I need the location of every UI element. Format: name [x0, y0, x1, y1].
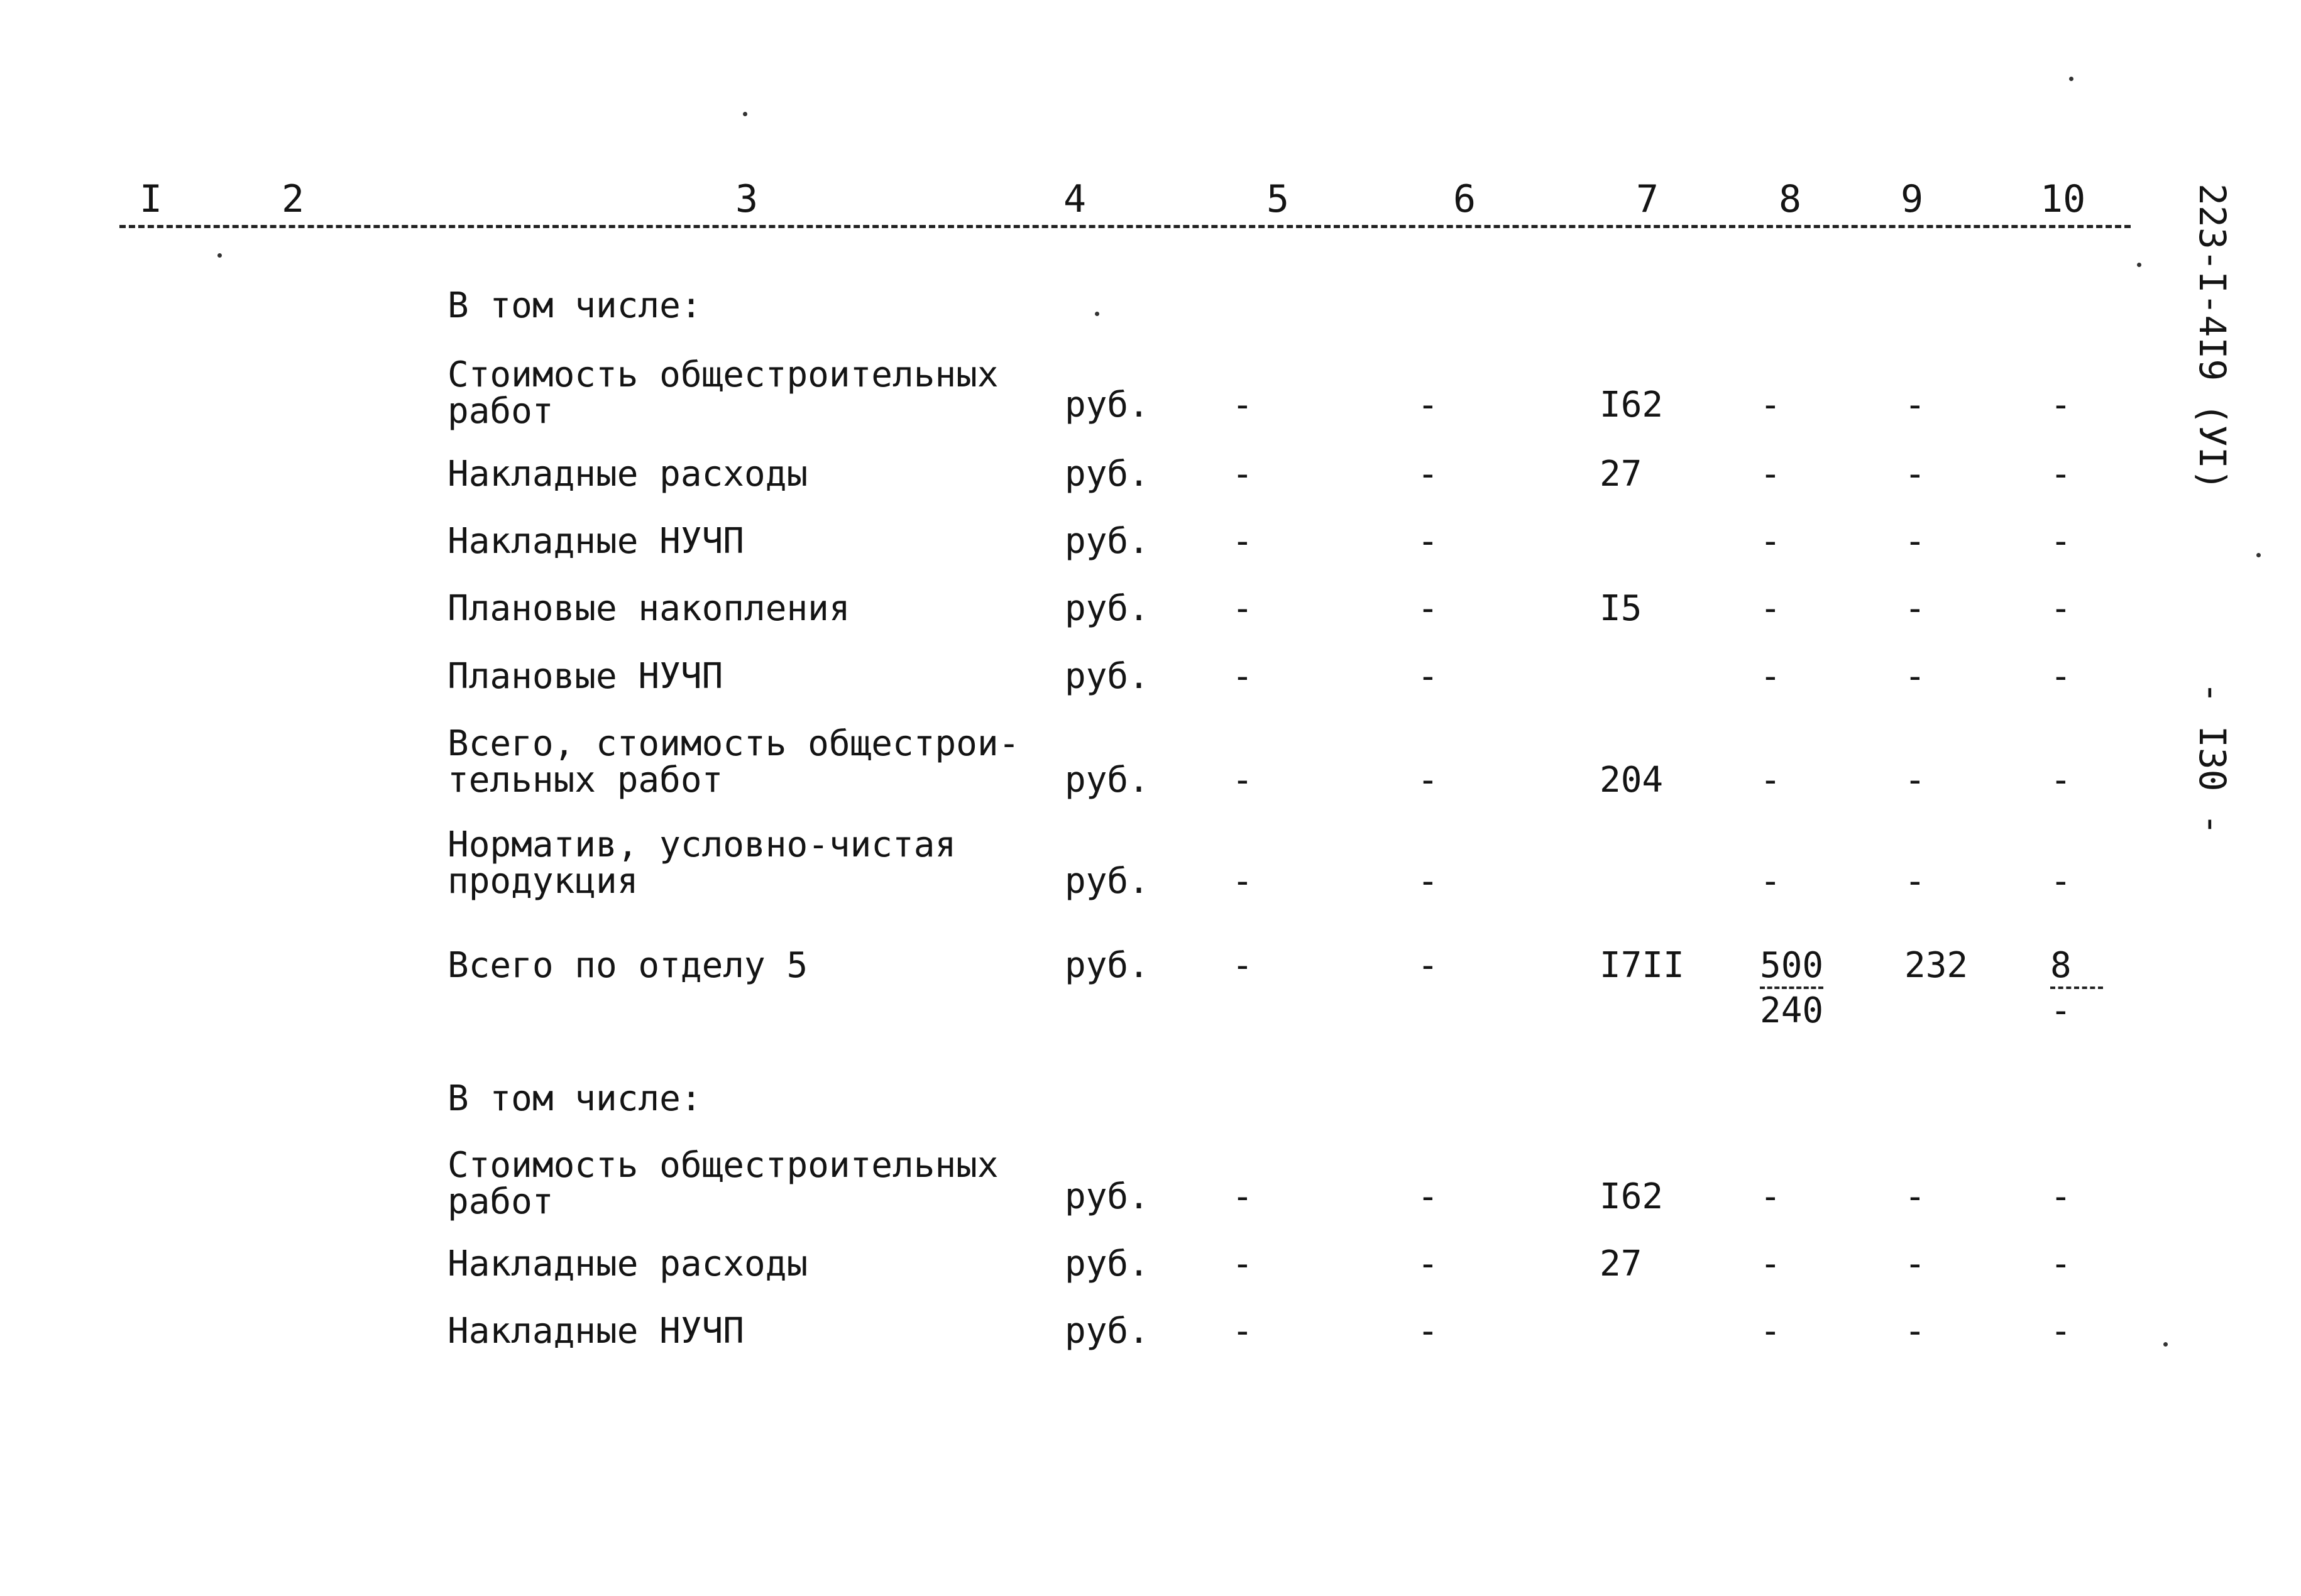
section-heading: В том числе:: [448, 1078, 702, 1119]
row-label-line-2: тельных работ: [448, 760, 723, 801]
row-label-line-2: работ: [448, 1181, 554, 1222]
col8-cell: -: [1760, 588, 1781, 629]
col8-cell: -: [1760, 385, 1781, 425]
col6-cell: -: [1417, 656, 1439, 697]
unit-cell: руб.: [1065, 454, 1150, 495]
col10-cell: -: [2050, 454, 2072, 495]
col8-cell: -: [1760, 521, 1781, 562]
col10-fraction: [2050, 945, 2103, 1031]
col9-cell: 232: [1904, 945, 1969, 986]
col5-cell: -: [1232, 1311, 1253, 1352]
col8-fraction: [1760, 945, 1824, 1031]
col9-cell: -: [1904, 454, 1926, 495]
unit-cell: руб.: [1065, 1176, 1150, 1217]
col9-cell: -: [1904, 385, 1926, 425]
row-label: [448, 824, 957, 902]
row-label-line-2: работ: [448, 391, 554, 432]
column-header-8: 8: [1779, 177, 1802, 221]
col6-cell: -: [1417, 1311, 1439, 1352]
scan-speck: [2137, 263, 2141, 267]
col7-cell: I62: [1600, 385, 1664, 425]
col10-cell: -: [2050, 1176, 2072, 1217]
row-label-line-1: Стоимость общестроительных: [448, 1145, 999, 1186]
col6-cell: -: [1417, 861, 1439, 902]
col9-cell: -: [1904, 861, 1926, 902]
col5-cell: -: [1232, 521, 1253, 562]
unit-cell: руб.: [1065, 945, 1150, 986]
page-number: - I30 -: [2191, 682, 2234, 836]
column-header-9: 9: [1901, 177, 1924, 221]
row-label: [448, 723, 1020, 801]
col5-cell: -: [1232, 1243, 1253, 1284]
col5-cell: -: [1232, 760, 1253, 801]
unit-cell: руб.: [1065, 385, 1150, 425]
column-header-5: 5: [1266, 177, 1290, 221]
col6-cell: -: [1417, 454, 1439, 495]
header-rule: [119, 225, 2131, 228]
scan-speck: [217, 253, 222, 258]
col8-cell: -: [1760, 760, 1781, 801]
scan-speck: [2069, 77, 2073, 81]
col8-cell: -: [1760, 1311, 1781, 1352]
column-header-7: 7: [1636, 177, 1659, 221]
col6-cell: -: [1417, 521, 1439, 562]
total-label: Всего по отделу 5: [448, 945, 808, 986]
unit-cell: руб.: [1065, 521, 1150, 562]
col9-cell: -: [1904, 1176, 1926, 1217]
col8-cell: -: [1760, 656, 1781, 697]
column-header-2: 2: [282, 177, 305, 221]
col5-cell: -: [1232, 1176, 1253, 1217]
col10-cell: -: [2050, 385, 2072, 425]
col6-cell: -: [1417, 760, 1439, 801]
row-label-line-1: Стоимость общестроительных: [448, 354, 999, 395]
col9-cell: -: [1904, 521, 1926, 562]
col10-cell: -: [2050, 521, 2072, 562]
col6-cell: -: [1417, 945, 1439, 986]
scan-speck: [1095, 312, 1099, 316]
column-header-1: I: [140, 177, 163, 221]
column-header-6: 6: [1453, 177, 1476, 221]
col7-cell: I5: [1600, 588, 1642, 629]
row-label-line-2: продукция: [448, 861, 639, 902]
scan-speck: [743, 112, 747, 116]
col9-cell: -: [1904, 588, 1926, 629]
col8-numerator: 500: [1760, 948, 1823, 989]
col9-cell: -: [1904, 1311, 1926, 1352]
scan-speck: [2163, 1342, 2168, 1347]
col6-cell: -: [1417, 1243, 1439, 1284]
row-label: Накладные расходы: [448, 454, 808, 495]
row-label: Накладные НУЧП: [448, 521, 745, 562]
col8-cell: -: [1760, 454, 1781, 495]
unit-cell: руб.: [1065, 1243, 1150, 1284]
col6-cell: -: [1417, 1176, 1439, 1217]
unit-cell: руб.: [1065, 1311, 1150, 1352]
col5-cell: -: [1232, 588, 1253, 629]
col10-numerator: 8: [2050, 948, 2103, 989]
col10-cell: -: [2050, 588, 2072, 629]
document-number: 223-I-4I9 (УI): [2191, 183, 2234, 491]
col10-cell: -: [2050, 1243, 2072, 1284]
section-heading: В том числе:: [448, 285, 702, 326]
unit-cell: руб.: [1065, 760, 1150, 801]
row-label: [448, 354, 999, 432]
column-header-4: 4: [1063, 177, 1087, 221]
row-label-line-1: Норматив, условно-чистая: [448, 824, 957, 865]
col10-cell: -: [2050, 861, 2072, 902]
col9-cell: -: [1904, 1243, 1926, 1284]
col7-cell: 27: [1600, 454, 1642, 495]
col7-cell: I62: [1600, 1176, 1664, 1217]
row-label: Накладные расходы: [448, 1243, 808, 1284]
row-label: Накладные НУЧП: [448, 1311, 745, 1352]
col10-denominator: -: [2050, 990, 2072, 1031]
col8-denominator: 240: [1760, 990, 1824, 1031]
unit-cell: руб.: [1065, 588, 1150, 629]
scan-speck: [2256, 553, 2261, 557]
col9-cell: -: [1904, 656, 1926, 697]
row-label: [448, 1147, 999, 1220]
col9-cell: -: [1904, 760, 1926, 801]
unit-cell: руб.: [1065, 861, 1150, 902]
col7-cell: 204: [1600, 760, 1664, 801]
col7-cell: 27: [1600, 1243, 1642, 1284]
col6-cell: -: [1417, 588, 1439, 629]
col5-cell: -: [1232, 454, 1253, 495]
col8-cell: -: [1760, 861, 1781, 902]
col10-cell: -: [2050, 656, 2072, 697]
column-header-10: 10: [2040, 177, 2086, 221]
col8-cell: -: [1760, 1176, 1781, 1217]
col6-cell: -: [1417, 385, 1439, 425]
column-header-3: 3: [735, 177, 759, 221]
row-label-line-1: Всего, стоимость общестрои-: [448, 723, 1020, 764]
col5-cell: -: [1232, 385, 1253, 425]
col5-cell: -: [1232, 945, 1253, 986]
col8-cell: -: [1760, 1243, 1781, 1284]
col5-cell: -: [1232, 656, 1253, 697]
row-label: Плановые накопления: [448, 588, 850, 629]
unit-cell: руб.: [1065, 656, 1150, 697]
col5-cell: -: [1232, 861, 1253, 902]
col10-cell: -: [2050, 760, 2072, 801]
col10-cell: -: [2050, 1311, 2072, 1352]
col7-cell: I7II: [1600, 945, 1684, 986]
row-label: Плановые НУЧП: [448, 656, 723, 697]
